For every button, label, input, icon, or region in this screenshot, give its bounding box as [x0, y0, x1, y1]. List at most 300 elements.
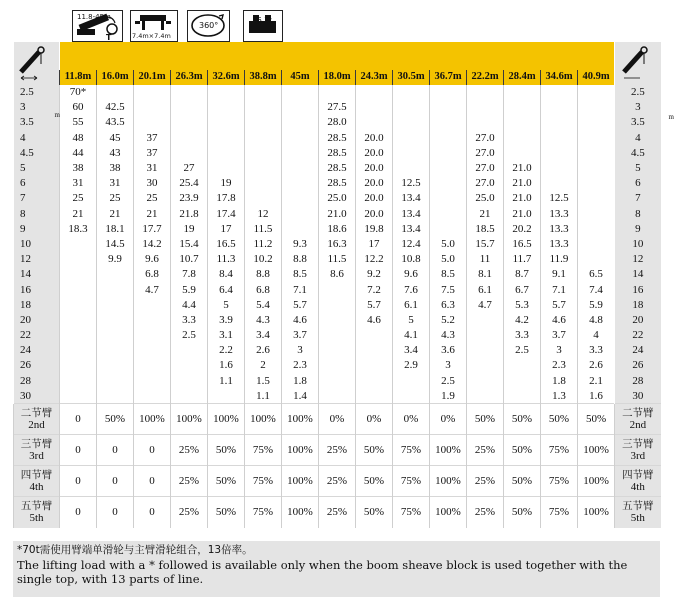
- load-cell: 2: [245, 358, 282, 373]
- column-header-row: [14, 70, 661, 85]
- load-cell: [282, 222, 319, 237]
- radius-label: 3.5: [14, 115, 60, 130]
- section-percent-cell: 100%: [430, 466, 467, 497]
- crane-radius-icon: [15, 42, 59, 82]
- load-cell: 1.1: [245, 389, 282, 404]
- load-cell: [134, 115, 171, 130]
- table-row: [14, 313, 661, 328]
- load-cell: 7.2: [356, 282, 393, 297]
- section-row: [14, 466, 661, 497]
- load-cell: 25.4: [171, 176, 208, 191]
- load-cell: 21: [97, 207, 134, 222]
- load-cell: 5: [393, 313, 430, 328]
- radius-label: 16: [14, 282, 60, 297]
- load-cell: [245, 176, 282, 191]
- load-cell: [541, 176, 578, 191]
- table-row: [14, 374, 661, 389]
- load-cell: [171, 85, 208, 100]
- load-cell: 6.8: [134, 267, 171, 282]
- load-cell: [282, 191, 319, 206]
- section-percent-cell: 0%: [430, 404, 467, 435]
- load-cell: 15.7: [467, 237, 504, 252]
- load-cell: 8.1: [467, 267, 504, 282]
- section-percent-cell: 0: [60, 497, 97, 528]
- load-cell: 43.5: [97, 115, 134, 130]
- load-cell: 5.0: [430, 237, 467, 252]
- section-label-cn: 五节臂: [20, 499, 53, 512]
- load-cell: 3.1: [208, 328, 245, 343]
- section-label-cn: 五节臂: [622, 499, 654, 512]
- radius-label-right: 28: [615, 374, 661, 389]
- section-percent-cell: 100%: [282, 466, 319, 497]
- section-label-left: [14, 435, 60, 466]
- load-cell: 1.3: [541, 389, 578, 404]
- load-cell: [578, 100, 615, 115]
- load-cell: [97, 282, 134, 297]
- load-cell: [319, 85, 356, 100]
- radius-label: 14: [14, 267, 60, 282]
- radius-label: 10: [14, 237, 60, 252]
- radius-label-right: 4.5: [615, 146, 661, 161]
- section-label-cn: 二节臂: [622, 406, 654, 419]
- load-cell: 21: [467, 207, 504, 222]
- section-label-cn: 四节臂: [20, 468, 53, 481]
- load-cell: 12.5: [541, 191, 578, 206]
- load-cell: 21.0: [504, 207, 541, 222]
- load-cell: [208, 161, 245, 176]
- load-cell: [134, 85, 171, 100]
- load-cell: 31: [60, 176, 97, 191]
- load-cell: [245, 161, 282, 176]
- load-cell: 1.8: [541, 374, 578, 389]
- load-cell: 19: [171, 222, 208, 237]
- radius-label-right: 12: [615, 252, 661, 267]
- load-cell: [97, 85, 134, 100]
- load-cell: 5: [208, 298, 245, 313]
- header-yellow-band: [60, 42, 615, 70]
- load-cell: 27.0: [467, 176, 504, 191]
- load-cell: [430, 222, 467, 237]
- load-cell: 3.4: [245, 328, 282, 343]
- load-cell: 4.3: [430, 328, 467, 343]
- table-row: [14, 237, 661, 252]
- section-percent-cell: 100%: [578, 435, 615, 466]
- load-cell: 42.5: [97, 100, 134, 115]
- load-cell: 1.6: [578, 389, 615, 404]
- load-cell: [282, 146, 319, 161]
- right-corner-unit: m: [668, 113, 674, 121]
- load-cell: 4.7: [467, 298, 504, 313]
- section-percent-cell: 0%: [356, 404, 393, 435]
- load-cell: 1.5: [245, 374, 282, 389]
- load-cell: 21.0: [504, 176, 541, 191]
- load-cell: [541, 161, 578, 176]
- section-percent-cell: 25%: [467, 497, 504, 528]
- load-cell: [578, 176, 615, 191]
- load-cell: [504, 146, 541, 161]
- load-cell: [134, 328, 171, 343]
- rotation-label: 360°: [199, 21, 219, 30]
- radius-label: 6: [14, 176, 60, 191]
- section-percent-cell: 75%: [541, 497, 578, 528]
- load-cell: 27.5: [319, 100, 356, 115]
- load-cell: [430, 100, 467, 115]
- load-cell: 27.0: [467, 161, 504, 176]
- column-header: 40.9m: [578, 70, 615, 85]
- left-corner-unit: m: [54, 111, 60, 119]
- load-cell: 5.0: [430, 252, 467, 267]
- column-header: 18.0m: [319, 70, 356, 85]
- load-cell: [245, 100, 282, 115]
- table-row: [14, 328, 661, 343]
- load-cell: 25: [134, 191, 171, 206]
- load-cell: 20.0: [356, 176, 393, 191]
- load-cell: 13.3: [541, 207, 578, 222]
- load-cell: [467, 115, 504, 130]
- load-cell: [541, 85, 578, 100]
- load-cell: [60, 313, 97, 328]
- section-percent-cell: 0: [134, 435, 171, 466]
- column-header: 24.3m: [356, 70, 393, 85]
- load-cell: 11.5: [245, 222, 282, 237]
- spec-icons: [0, 0, 664, 42]
- load-cell: 1.6: [208, 358, 245, 373]
- column-header: 30.5m: [393, 70, 430, 85]
- section-percent-cell: 0: [60, 466, 97, 497]
- load-cell: 7.8: [171, 267, 208, 282]
- load-cell: [319, 374, 356, 389]
- section-percent-cell: 25%: [319, 466, 356, 497]
- load-cell: 6.1: [393, 298, 430, 313]
- load-cell: 8.8: [245, 267, 282, 282]
- load-cell: 21.8: [171, 207, 208, 222]
- load-cell: [60, 237, 97, 252]
- section-percent-cell: 50%: [467, 404, 504, 435]
- load-cell: 16.3: [319, 237, 356, 252]
- load-cell: [60, 252, 97, 267]
- section-percent-cell: 75%: [541, 435, 578, 466]
- load-cell: 6.3: [430, 298, 467, 313]
- section-percent-cell: 25%: [319, 435, 356, 466]
- load-cell: 3.7: [541, 328, 578, 343]
- outrigger-span-label: 7.4m×7.4m: [132, 32, 171, 40]
- load-cell: [393, 85, 430, 100]
- load-cell: [393, 146, 430, 161]
- load-cell: [541, 131, 578, 146]
- load-cell: 15.4: [171, 237, 208, 252]
- load-cell: 3.9: [208, 313, 245, 328]
- radius-label-right: 3: [615, 100, 661, 115]
- section-percent-cell: 50%: [208, 466, 245, 497]
- load-cell: [430, 85, 467, 100]
- table-row: [14, 146, 661, 161]
- load-cell: 18.1: [97, 222, 134, 237]
- radius-label: 8: [14, 207, 60, 222]
- load-cell: 2.2: [208, 343, 245, 358]
- load-cell: [467, 358, 504, 373]
- load-cell: [504, 389, 541, 404]
- section-percent-cell: 0: [60, 435, 97, 466]
- boom-length-label: 11.8-45m: [77, 13, 111, 21]
- load-cell: [319, 298, 356, 313]
- section-percent-cell: 100%: [134, 404, 171, 435]
- load-cell: 1.8: [282, 374, 319, 389]
- section-percent-cell: 0: [134, 497, 171, 528]
- column-header: 38.8m: [245, 70, 282, 85]
- load-cell: 5.9: [578, 298, 615, 313]
- load-cell: [134, 100, 171, 115]
- load-cell: [356, 328, 393, 343]
- table-row: [14, 222, 661, 237]
- section-percent-cell: 50%: [97, 404, 134, 435]
- load-cell: [60, 389, 97, 404]
- radius-label: 18: [14, 298, 60, 313]
- column-header: 34.6m: [541, 70, 578, 85]
- load-cell: 2.5: [504, 343, 541, 358]
- table-row: [14, 161, 661, 176]
- load-cell: 37: [134, 146, 171, 161]
- section-percent-cell: 0%: [319, 404, 356, 435]
- load-cell: [467, 100, 504, 115]
- section-percent-cell: 25%: [171, 497, 208, 528]
- load-cell: [171, 100, 208, 115]
- load-cell: [430, 146, 467, 161]
- load-cell: 25: [60, 191, 97, 206]
- radius-label: 5: [14, 161, 60, 176]
- load-cell: [97, 267, 134, 282]
- load-cell: 13.4: [393, 207, 430, 222]
- load-cell: 9.1: [541, 267, 578, 282]
- load-cell: [282, 131, 319, 146]
- load-cell: 5.3: [504, 298, 541, 313]
- load-cell: [578, 237, 615, 252]
- load-cell: [134, 389, 171, 404]
- load-cell: [171, 146, 208, 161]
- footnote-cn: *70t需使用臂端单滑轮与主臂滑轮组合，13倍率。: [17, 544, 253, 556]
- load-cell: 17: [356, 237, 393, 252]
- load-cell: [97, 374, 134, 389]
- load-cell: [578, 161, 615, 176]
- load-cell: 4.6: [541, 313, 578, 328]
- load-cell: 9.3: [282, 237, 319, 252]
- load-cell: [467, 85, 504, 100]
- load-cell: 48: [60, 131, 97, 146]
- load-cell: 4.8: [578, 313, 615, 328]
- load-cell: 3.3: [578, 343, 615, 358]
- radius-label: 24: [14, 343, 60, 358]
- load-cell: 7.4: [578, 282, 615, 297]
- load-cell: 6.5: [578, 267, 615, 282]
- load-cell: [208, 85, 245, 100]
- boom-unit-label: T: [106, 33, 112, 42]
- load-cell: 14.5: [97, 237, 134, 252]
- load-cell: [319, 328, 356, 343]
- load-cell: [578, 222, 615, 237]
- load-cell: 18.6: [319, 222, 356, 237]
- load-cell: 20.2: [504, 222, 541, 237]
- load-cell: 18.3: [60, 222, 97, 237]
- load-cell: 28.0: [319, 115, 356, 130]
- load-cell: [467, 374, 504, 389]
- load-cell: [97, 328, 134, 343]
- section-percent-cell: 25%: [467, 466, 504, 497]
- section-percent-cell: 50%: [356, 497, 393, 528]
- section-percent-cell: 50%: [356, 466, 393, 497]
- load-cell: 11.5: [319, 252, 356, 267]
- table-row: [14, 343, 661, 358]
- load-cell: 28.5: [319, 176, 356, 191]
- load-cell: [541, 146, 578, 161]
- load-cell: [208, 115, 245, 130]
- counterweight-icon: [243, 10, 283, 42]
- load-cell: 21.0: [504, 161, 541, 176]
- section-percent-cell: 0: [134, 466, 171, 497]
- section-percent-cell: 0%: [393, 404, 430, 435]
- radius-label-right: 22: [615, 328, 661, 343]
- section-percent-cell: 50%: [504, 466, 541, 497]
- load-cell: [171, 358, 208, 373]
- section-percent-cell: 75%: [393, 497, 430, 528]
- table-row: [14, 207, 661, 222]
- section-percent-cell: 100%: [430, 435, 467, 466]
- section-percent-cell: 75%: [245, 466, 282, 497]
- load-cell: 4.6: [356, 313, 393, 328]
- section-percent-cell: 100%: [282, 435, 319, 466]
- table-row: [14, 131, 661, 146]
- load-cell: [578, 115, 615, 130]
- load-cell: 21.0: [504, 191, 541, 206]
- load-cell: 10.7: [171, 252, 208, 267]
- radius-label-right: 2.5: [615, 85, 661, 100]
- load-cell: 28.5: [319, 146, 356, 161]
- table-row: [14, 389, 661, 404]
- load-cell: 14.2: [134, 237, 171, 252]
- load-cell: 8.4: [208, 267, 245, 282]
- table-row: [14, 252, 661, 267]
- section-percent-cell: 100%: [578, 466, 615, 497]
- load-cell: [356, 374, 393, 389]
- load-cell: 17: [208, 222, 245, 237]
- radius-label: 28: [14, 374, 60, 389]
- load-cell: 4.4: [171, 298, 208, 313]
- load-cell: 3.3: [171, 313, 208, 328]
- radius-label-right: 4: [615, 131, 661, 146]
- load-cell: [430, 131, 467, 146]
- section-label-cn: 三节臂: [622, 437, 654, 450]
- load-cell: [60, 328, 97, 343]
- section-percent-cell: 50%: [504, 497, 541, 528]
- section-label-en: 3rd: [630, 450, 646, 463]
- column-header: 20.1m: [134, 70, 171, 85]
- load-cell: 20.0: [356, 207, 393, 222]
- section-percent-cell: 50%: [504, 404, 541, 435]
- section-percent-cell: 100%: [208, 404, 245, 435]
- radius-label: 4: [14, 131, 60, 146]
- load-cell: [578, 252, 615, 267]
- column-header: 22.2m: [467, 70, 504, 85]
- section-percent-cell: 100%: [430, 497, 467, 528]
- load-cell: [171, 115, 208, 130]
- load-cell: [97, 313, 134, 328]
- load-cell: 20.0: [356, 161, 393, 176]
- load-cell: [171, 389, 208, 404]
- load-cell: 10.8: [393, 252, 430, 267]
- load-cell: [245, 115, 282, 130]
- load-cell: 21: [60, 207, 97, 222]
- load-cell: [504, 115, 541, 130]
- load-cell: [171, 131, 208, 146]
- load-cell: 2.9: [393, 358, 430, 373]
- load-cell: 11.2: [245, 237, 282, 252]
- section-label-right: [615, 497, 661, 528]
- section-percent-cell: 25%: [171, 435, 208, 466]
- section-percent-cell: 100%: [282, 497, 319, 528]
- load-cell: 31: [134, 161, 171, 176]
- section-percent-cell: 0: [97, 435, 134, 466]
- column-header: 28.4m: [504, 70, 541, 85]
- table-row: [14, 298, 661, 313]
- table-row: [14, 115, 661, 130]
- load-cell: 23.9: [171, 191, 208, 206]
- load-cell: [356, 343, 393, 358]
- section-percent-cell: 75%: [245, 497, 282, 528]
- section-percent-cell: 75%: [393, 435, 430, 466]
- section-percent-cell: 25%: [171, 466, 208, 497]
- column-header: 32.6m: [208, 70, 245, 85]
- section-percent-cell: 50%: [356, 435, 393, 466]
- load-cell: 17.4: [208, 207, 245, 222]
- radius-label: 4.5: [14, 146, 60, 161]
- section-percent-cell: 100%: [282, 404, 319, 435]
- load-cell: 13.4: [393, 222, 430, 237]
- load-cell: 1.4: [282, 389, 319, 404]
- section-label-cn: 二节臂: [20, 406, 53, 419]
- load-cell: 12: [245, 207, 282, 222]
- load-cell: [282, 207, 319, 222]
- table-row: [14, 100, 661, 115]
- footnote-en: The lifting load with a * followed is available only when the boom sheave block is used together with the single top, with 13 parts of line.: [17, 557, 628, 586]
- section-percent-cell: 75%: [541, 466, 578, 497]
- section-label-en: 4th: [29, 481, 44, 494]
- load-cell: 11.3: [208, 252, 245, 267]
- load-cell: 31: [97, 176, 134, 191]
- load-cell: [393, 374, 430, 389]
- load-cell: [393, 115, 430, 130]
- radius-label-right: 5: [615, 161, 661, 176]
- load-cell: [97, 298, 134, 313]
- load-cell: [282, 176, 319, 191]
- load-cell: [319, 313, 356, 328]
- load-cell: 44: [60, 146, 97, 161]
- load-cell: [430, 191, 467, 206]
- radius-label-right: 24: [615, 343, 661, 358]
- load-cell: [356, 100, 393, 115]
- load-cell: 5.7: [541, 298, 578, 313]
- load-cell: [97, 343, 134, 358]
- section-percent-cell: 0: [97, 466, 134, 497]
- load-cell: 6.8: [245, 282, 282, 297]
- load-cell: 8.6: [319, 267, 356, 282]
- section-label-en: 4th: [630, 481, 645, 494]
- load-cell: [60, 358, 97, 373]
- section-label-left: [14, 404, 60, 435]
- load-cell: 2.3: [541, 358, 578, 373]
- load-cell: 5.9: [171, 282, 208, 297]
- load-cell: 5.7: [356, 298, 393, 313]
- load-cell: 4.7: [134, 282, 171, 297]
- footnote: [13, 541, 660, 597]
- radius-label-right: 18: [615, 298, 661, 313]
